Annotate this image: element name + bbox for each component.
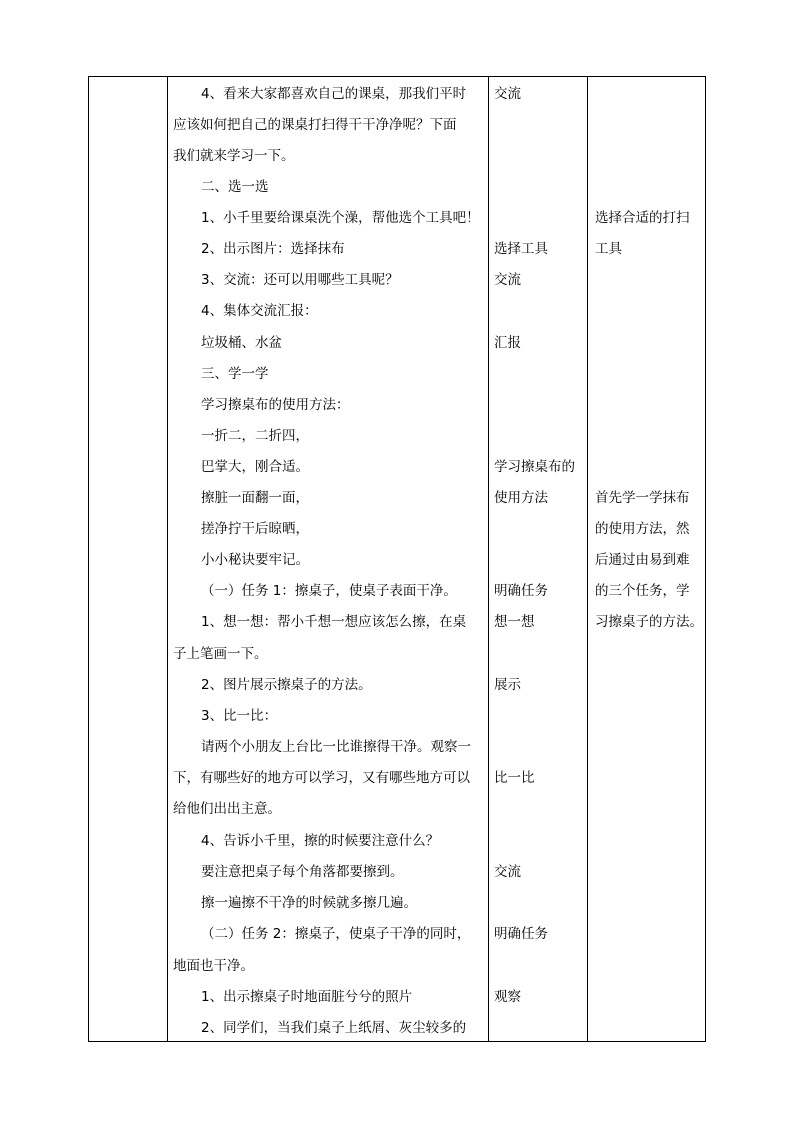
main-lines-line: 2、出示图片：选择抹布 <box>201 241 345 257</box>
column-divider-2 <box>488 77 489 1041</box>
main-lines-line: （一）任务 1：擦桌子，使桌子表面干净。 <box>201 583 457 599</box>
main-lines-line: 2、同学们，当我们桌子上纸屑、灰尘较多的 <box>201 1020 467 1036</box>
student-activities-line: 观察 <box>494 989 521 1005</box>
main-lines-line: 子上笔画一下。 <box>173 646 268 662</box>
main-lines-line: （二）任务 2：擦桌子，使桌子干净的同时， <box>201 926 471 942</box>
student-activities-line: 使用方法 <box>494 490 548 506</box>
main-lines-line: 给他们出出主意。 <box>173 801 281 817</box>
student-activities-line: 明确任务 <box>494 926 548 942</box>
main-lines-line: 下，有哪些好的地方可以学习，又有哪些地方可以 <box>173 770 470 786</box>
main-lines-line: 二、选一选 <box>201 179 269 195</box>
main-lines-line: 搓净拧干后晾晒， <box>201 521 309 537</box>
student-activities-line: 明确任务 <box>494 583 548 599</box>
design-notes-line: 习擦桌子的方法。 <box>595 614 703 630</box>
column-divider-1 <box>167 77 168 1041</box>
column-divider-3 <box>587 77 588 1041</box>
main-lines-line: 3、交流：还可以用哪些工具呢？ <box>201 272 399 288</box>
student-activities-line: 交流 <box>494 272 521 288</box>
main-lines-line: 要注意把桌子每个角落都要擦到。 <box>201 864 404 880</box>
student-activities-line: 展示 <box>494 677 521 693</box>
main-lines-line: 应该如何把自己的课桌打扫得干干净净呢？下面 <box>173 117 457 133</box>
main-lines-line: 学习擦桌布的使用方法： <box>201 397 350 413</box>
design-notes-line: 的三个任务，学 <box>595 583 690 599</box>
main-lines-line: 1、小千里要给课桌洗个澡，帮他选个工具吧！ <box>201 210 480 226</box>
main-lines-line: 2、图片展示擦桌子的方法。 <box>201 677 372 693</box>
main-lines-line: 地面也干净。 <box>173 958 254 974</box>
design-notes-line: 的使用方法，然 <box>595 521 690 537</box>
student-activities-line: 交流 <box>494 86 521 102</box>
design-notes-line: 首先学一学抹布 <box>595 490 690 506</box>
main-lines-line: 4、告诉小千里，擦的时候要注意什么？ <box>201 833 440 849</box>
main-lines-line: 擦一遍擦不干净的时候就多擦几遍。 <box>201 895 417 911</box>
main-lines-line: 一折二，二折四， <box>201 428 309 444</box>
lesson-table <box>88 76 706 1042</box>
student-activities-line: 交流 <box>494 864 521 880</box>
main-lines-line: 1、出示擦桌子时地面脏兮兮的照片 <box>201 989 413 1005</box>
student-activities-line: 比一比 <box>494 770 535 786</box>
main-lines-line: 3、比一比： <box>201 708 278 724</box>
main-lines-line: 我们就来学习一下。 <box>173 148 295 164</box>
design-notes-line: 选择合适的打扫 <box>595 210 690 226</box>
main-lines-line: 4、看来大家都喜欢自己的课桌，那我们平时 <box>201 86 467 102</box>
main-lines-line: 小小秘诀要牢记。 <box>201 552 309 568</box>
design-notes-line: 工具 <box>595 241 622 257</box>
main-lines-line: 巴掌大，刚合适。 <box>201 459 309 475</box>
student-activities-line: 选择工具 <box>494 241 548 257</box>
main-lines-line: 4、集体交流汇报： <box>201 303 318 319</box>
main-lines-line: 1、想一想：帮小千想一想应该怎么擦，在桌 <box>201 614 467 630</box>
student-activities-line: 汇报 <box>494 335 521 351</box>
main-lines-line: 三、学一学 <box>201 366 269 382</box>
main-lines-line: 擦脏一面翻一面， <box>201 490 309 506</box>
main-lines-line: 垃圾桶、水盆 <box>201 335 282 351</box>
design-notes-line: 后通过由易到难 <box>595 552 690 568</box>
student-activities-line: 学习擦桌布的 <box>494 459 575 475</box>
main-lines-line: 请两个小朋友上台比一比谁擦得干净。观察一 <box>201 739 471 755</box>
student-activities-line: 想一想 <box>494 614 535 630</box>
